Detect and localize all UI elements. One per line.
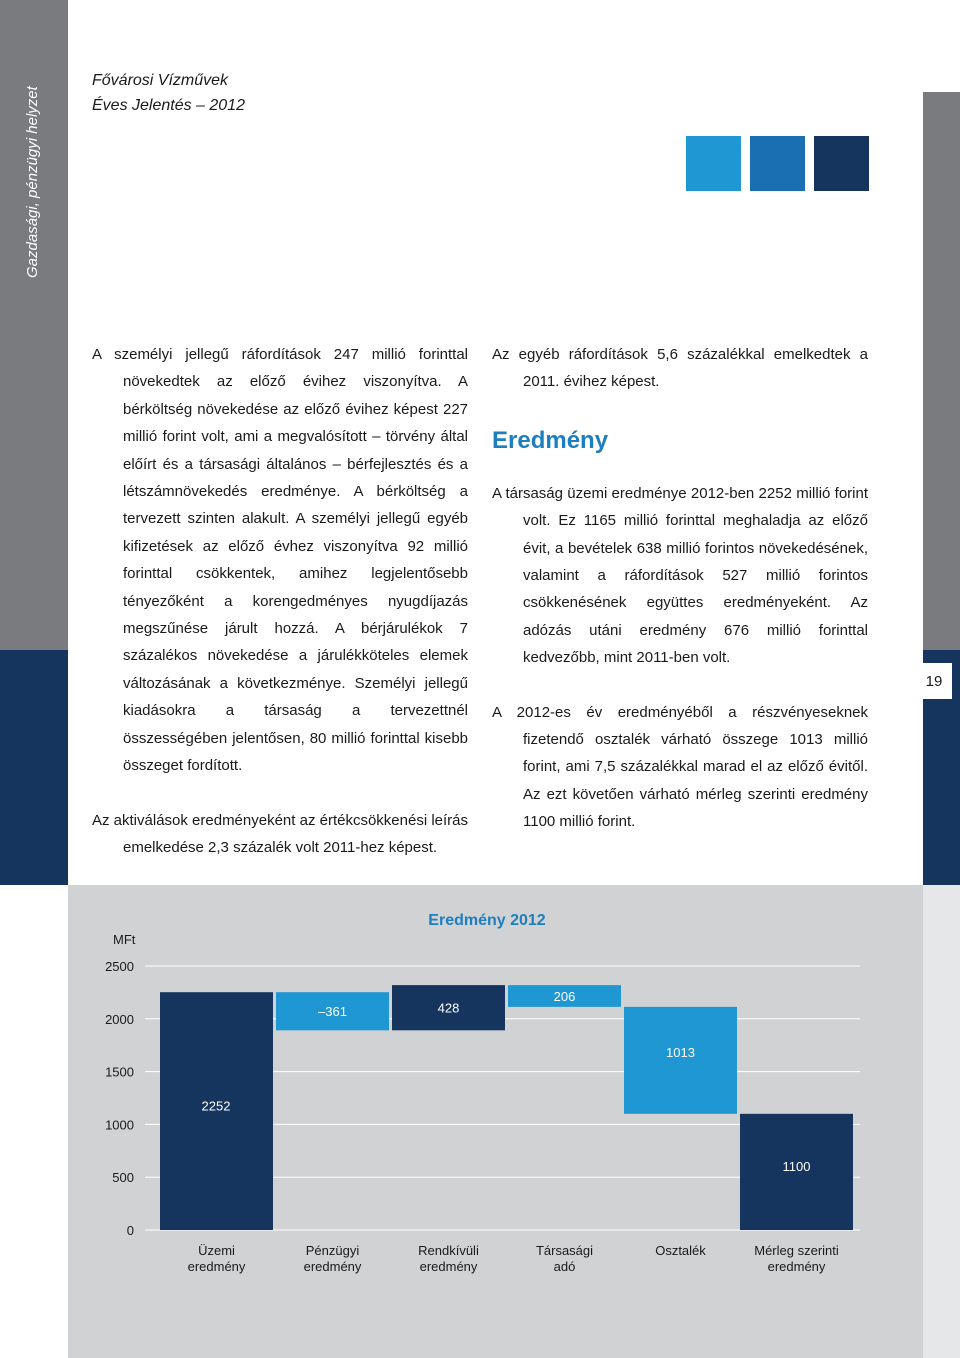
company-name: Fővárosi Vízművek xyxy=(92,72,229,89)
left-column xyxy=(92,341,468,861)
data-label: 2252 xyxy=(201,1098,231,1114)
y-tick-label: 0 xyxy=(126,1223,134,1238)
page-header xyxy=(92,68,245,118)
color-swatch-dark xyxy=(814,136,869,191)
color-swatch-mid xyxy=(750,136,805,191)
x-tick-label: eredmény xyxy=(303,1259,362,1274)
data-label: 1013 xyxy=(666,1044,695,1060)
chart-title: Eredmény 2012 xyxy=(428,912,546,929)
paragraph: Az aktiválások eredményeként az értékcsökkenési leírás emelkedése 2,3 százalék volt 2011-hez képest. xyxy=(92,811,469,856)
x-tick-label: Rendkívüli xyxy=(418,1243,479,1258)
y-tick-label: 1000 xyxy=(105,1117,134,1133)
data-label: 1100 xyxy=(782,1158,811,1174)
data-label: 428 xyxy=(437,1000,460,1016)
color-swatch-light xyxy=(686,136,741,191)
data-label: 206 xyxy=(553,989,576,1005)
chart-bar xyxy=(624,1007,737,1114)
y-tick-label: 1500 xyxy=(105,1064,134,1080)
data-label: –361 xyxy=(318,1004,347,1020)
section-title: Eredmény xyxy=(492,426,609,454)
x-tick-label: eredmény xyxy=(767,1259,826,1274)
y-tick-label: 2000 xyxy=(105,1011,134,1027)
x-tick-label: adó xyxy=(553,1259,576,1274)
page-number: 19 xyxy=(916,663,952,699)
sidebar-label: Gazdasági, pénzügyi helyzet xyxy=(24,86,41,278)
x-tick-label: Társasági xyxy=(535,1243,594,1258)
right-column xyxy=(492,341,868,836)
y-tick-label: 500 xyxy=(112,1170,134,1186)
x-tick-label: eredmény xyxy=(419,1259,478,1274)
x-tick-label: Üzemi xyxy=(198,1243,235,1258)
paragraph: A személyi jellegű ráfordítások 247 millió forinttal növekedtek az előző évihez viszonyítva. A bérköltség növekedése az előző évihez képest 227 millió forint volt, ami a megvalósított – törvény által előírt és a társasági általános – bérfejlesztés és a létszámnövekedés eredménye. A bérköltség a tervezett szinten alakult. A személyi jellegű egyéb kifizetések az előző évhez viszonyítva 92 millió forinttal csökkentek, amihez legjelentősebb tényezőként a korengedményes nyugdíjazás megszűnése járult hozzá. A bérjárulékok 7 százalékos növekedése a járulékköteles elemek változásának a következménye. Személyi jellegű kiadásokra a társaság a tervezettnél összességében jelentősen, 80 millió forinttal kisebb összeget fordított. xyxy=(92,346,468,775)
waterfall-chart xyxy=(0,885,960,1358)
paragraph: A társaság üzemi eredménye 2012-ben 2252 millió forint volt. Ez 1165 millió forinttal meghaladja az előző évit, a bevételek 638 millió forintos növekedésének, valamint a ráfordítások 527 millió forintos csökkenésének együttes eredményeként. Az adózás utáni eredmény 676 millió forinttal kedvezőbb, mint 2011-ben volt. xyxy=(492,484,868,667)
x-tick-label: Pénzügyi xyxy=(305,1243,360,1258)
x-tick-label: Mérleg szerinti xyxy=(754,1243,839,1258)
x-tick-label: Osztalék xyxy=(655,1243,706,1258)
left-blue-band xyxy=(0,650,68,885)
y-axis-label: MFt xyxy=(113,932,136,947)
paragraph: A 2012-es év eredményéből a részvényeseknek fizetendő osztalék várható összege 1013 millió forint, ami 7,5 százalékkal marad el az előző évitől. Az ezt követően várható mérleg szerinti eredmény 1100 millió forint. xyxy=(492,703,868,831)
right-gray-bar xyxy=(923,92,960,650)
x-tick-label: eredmény xyxy=(187,1259,246,1274)
y-tick-label: 2500 xyxy=(105,959,134,974)
paragraph: Az egyéb ráfordítások 5,6 százalékkal emelkedtek a 2011. évihez képest. xyxy=(492,346,868,391)
report-title: Éves Jelentés – 2012 xyxy=(92,97,245,114)
